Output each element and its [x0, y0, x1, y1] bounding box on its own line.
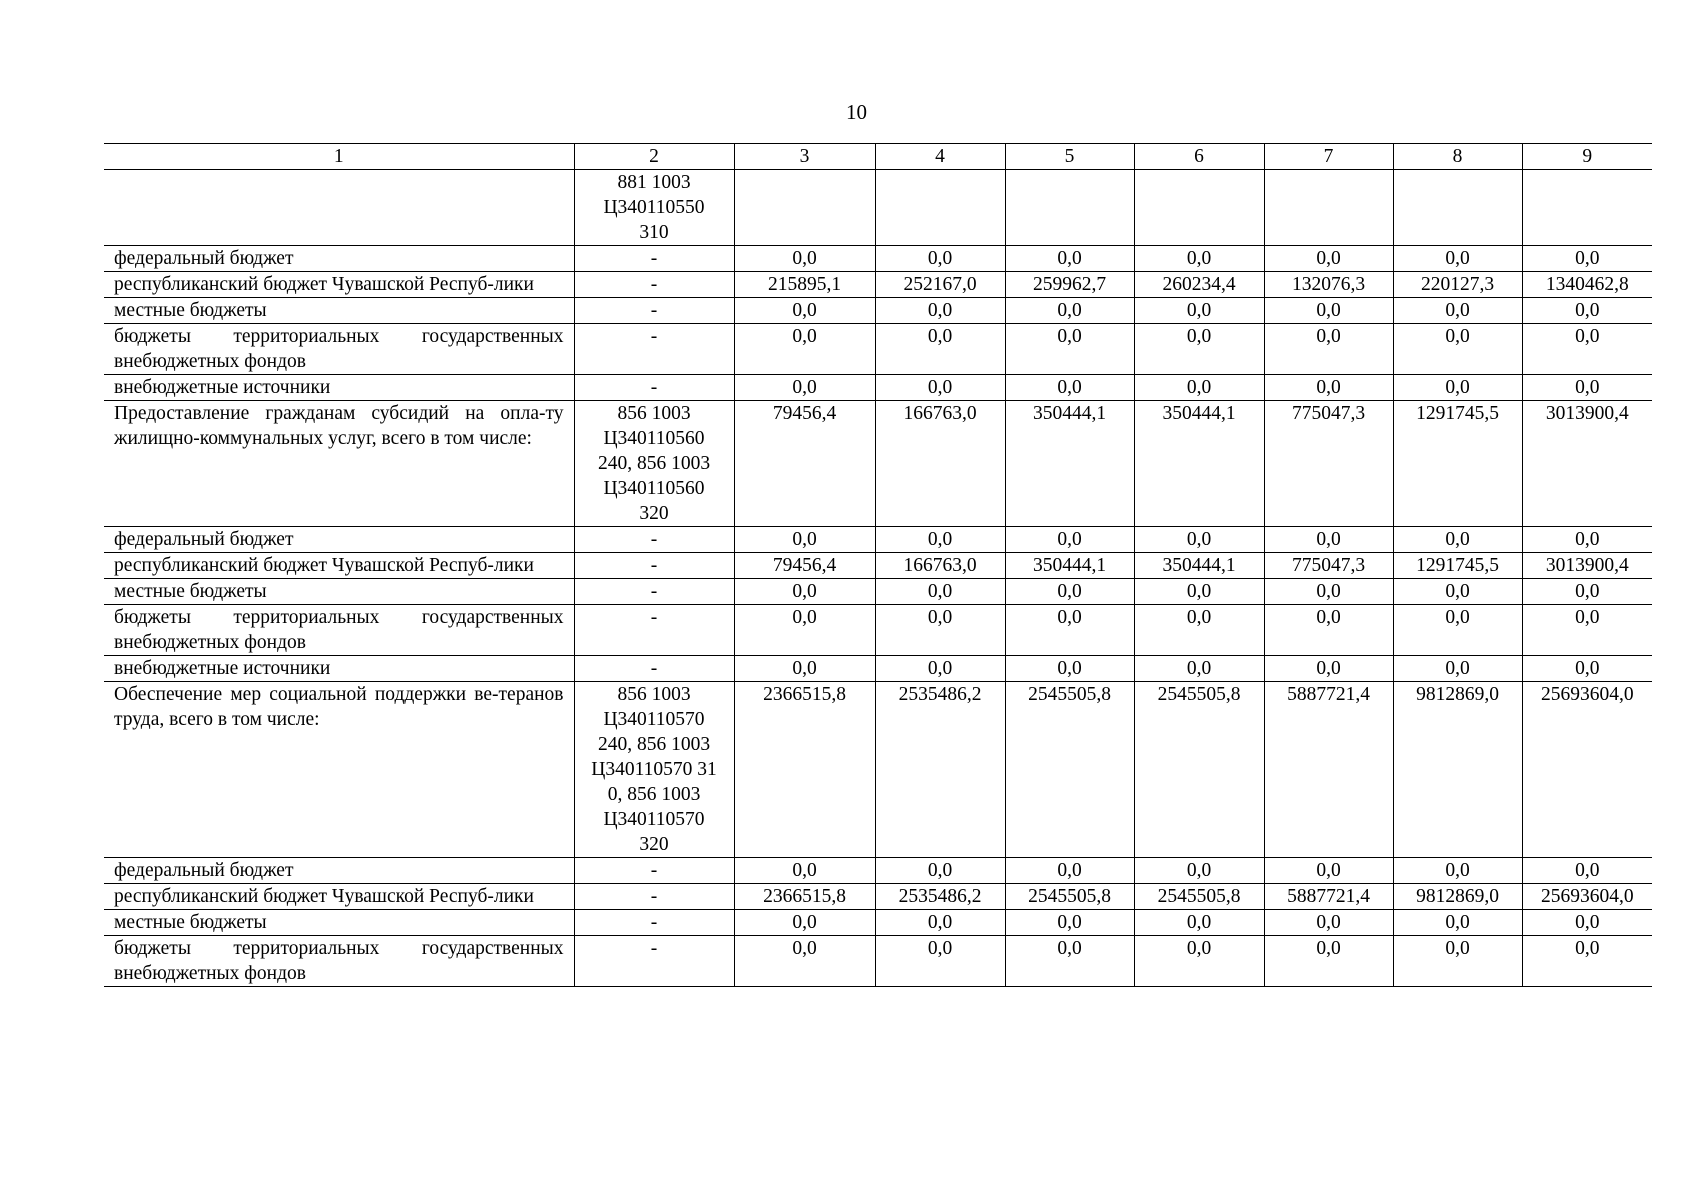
amount-cell: 0,0 [1522, 605, 1652, 656]
amount-cell: 0,0 [1005, 246, 1134, 272]
amount-cell: 0,0 [734, 579, 875, 605]
budget-code-line: 881 1003 [617, 172, 691, 193]
amount-cell: 260234,4 [1134, 272, 1264, 298]
amount-cell: 166763,0 [875, 401, 1005, 527]
amount-cell: 2366515,8 [734, 682, 875, 858]
amount-cell: 0,0 [1393, 298, 1522, 324]
amount-cell: 0,0 [1264, 375, 1393, 401]
row-name-cell: федеральный бюджет [104, 858, 574, 884]
column-header: 3 [734, 144, 875, 170]
amount-cell: 0,0 [1134, 246, 1264, 272]
amount-cell: 0,0 [1134, 910, 1264, 936]
column-header: 9 [1522, 144, 1652, 170]
budget-code-cell [574, 910, 734, 936]
amount-cell [1134, 170, 1264, 246]
table-row [104, 553, 1652, 579]
row-name-cell: Предоставление гражданам субсидий на опла-ту жилищно-коммунальных услуг, всего в том числе: [104, 401, 574, 527]
amount-cell: 259962,7 [1005, 272, 1134, 298]
amount-cell: 0,0 [1522, 375, 1652, 401]
amount-cell: 350444,1 [1005, 553, 1134, 579]
budget-code-line: Ц340110570 [603, 709, 705, 730]
amount-cell: 25693604,0 [1522, 884, 1652, 910]
amount-cell: 0,0 [1393, 579, 1522, 605]
budget-code-line: - [650, 938, 658, 959]
budget-code-line: Ц340110570 [603, 809, 705, 830]
amount-cell: 0,0 [1393, 246, 1522, 272]
amount-cell: 0,0 [734, 298, 875, 324]
amount-cell: 9812869,0 [1393, 682, 1522, 858]
amount-cell: 0,0 [734, 324, 875, 375]
budget-code-line: - [650, 274, 658, 295]
amount-cell: 0,0 [734, 527, 875, 553]
amount-cell: 0,0 [1522, 298, 1652, 324]
table-row [104, 324, 1652, 375]
budget-code-line: - [650, 377, 658, 398]
amount-cell: 0,0 [1393, 324, 1522, 375]
budget-code-line: Ц340110550 [603, 197, 705, 218]
amount-cell: 0,0 [1522, 858, 1652, 884]
amount-cell [1005, 170, 1134, 246]
budget-code-line: Ц340110570 31 [591, 759, 717, 780]
table-row [104, 936, 1652, 987]
table-row [104, 298, 1652, 324]
table-row [104, 579, 1652, 605]
budget-code-line: 310 [639, 222, 669, 243]
budget-code-line: - [650, 607, 658, 628]
amount-cell: 0,0 [1264, 858, 1393, 884]
budget-code-cell [574, 858, 734, 884]
row-name-cell: местные бюджеты [104, 910, 574, 936]
amount-cell: 0,0 [734, 910, 875, 936]
column-header: 7 [1264, 144, 1393, 170]
budget-code-line: 856 1003 [617, 684, 691, 705]
amount-cell: 1291745,5 [1393, 401, 1522, 527]
budget-code-line: 320 [639, 834, 669, 855]
budget-code-cell [574, 682, 734, 858]
budget-code-line: 856 1003 [617, 403, 691, 424]
amount-cell [1522, 170, 1652, 246]
column-number-row [104, 144, 1652, 170]
amount-cell: 0,0 [734, 375, 875, 401]
row-name-cell: местные бюджеты [104, 298, 574, 324]
amount-cell: 0,0 [734, 858, 875, 884]
amount-cell: 0,0 [1264, 936, 1393, 987]
amount-cell: 1340462,8 [1522, 272, 1652, 298]
amount-cell: 1291745,5 [1393, 553, 1522, 579]
budget-code-cell [574, 579, 734, 605]
amount-cell: 2535486,2 [875, 884, 1005, 910]
page-number: 10 [846, 100, 867, 124]
amount-cell: 2535486,2 [875, 682, 1005, 858]
amount-cell: 0,0 [1005, 858, 1134, 884]
table-row [104, 527, 1652, 553]
amount-cell: 0,0 [1522, 246, 1652, 272]
row-name-cell [104, 170, 574, 246]
amount-cell: 0,0 [1393, 605, 1522, 656]
row-name-cell: бюджеты территориальных государственных внебюджетных фондов [104, 605, 574, 656]
row-name-cell: бюджеты территориальных государственных внебюджетных фондов [104, 936, 574, 987]
amount-cell: 0,0 [1134, 527, 1264, 553]
amount-cell: 0,0 [1005, 936, 1134, 987]
amount-cell: 0,0 [1005, 298, 1134, 324]
table-row [104, 884, 1652, 910]
amount-cell: 0,0 [1522, 324, 1652, 375]
amount-cell: 0,0 [1393, 936, 1522, 987]
amount-cell: 0,0 [1005, 605, 1134, 656]
budget-code-line: - [650, 300, 658, 321]
amount-cell: 0,0 [875, 910, 1005, 936]
table-row [104, 682, 1652, 858]
table-row [104, 910, 1652, 936]
row-name-cell: республиканский бюджет Чувашской Респуб-лики [104, 272, 574, 298]
amount-cell: 0,0 [1005, 527, 1134, 553]
table-row [104, 605, 1652, 656]
amount-cell: 0,0 [1264, 246, 1393, 272]
amount-cell: 2545505,8 [1005, 884, 1134, 910]
budget-code-line: 240, 856 1003 [597, 734, 711, 755]
table-row [104, 246, 1652, 272]
amount-cell: 3013900,4 [1522, 401, 1652, 527]
amount-cell: 0,0 [1005, 910, 1134, 936]
amount-cell: 0,0 [1005, 375, 1134, 401]
budget-code-line: - [650, 248, 658, 269]
budget-code-line: 0, 856 1003 [607, 784, 701, 805]
amount-cell: 252167,0 [875, 272, 1005, 298]
amount-cell: 132076,3 [1264, 272, 1393, 298]
row-name-cell: внебюджетные источники [104, 375, 574, 401]
amount-cell: 0,0 [875, 936, 1005, 987]
budget-code-cell [574, 884, 734, 910]
amount-cell: 0,0 [1264, 605, 1393, 656]
amount-cell: 0,0 [1393, 858, 1522, 884]
amount-cell [875, 170, 1005, 246]
amount-cell: 3013900,4 [1522, 553, 1652, 579]
budget-code-cell [574, 375, 734, 401]
column-header: 1 [104, 144, 574, 170]
row-name-cell: местные бюджеты [104, 579, 574, 605]
amount-cell: 0,0 [1393, 527, 1522, 553]
amount-cell: 25693604,0 [1522, 682, 1652, 858]
amount-cell: 2545505,8 [1134, 682, 1264, 858]
row-name-cell: бюджеты территориальных государственных внебюджетных фондов [104, 324, 574, 375]
budget-code-cell [574, 553, 734, 579]
amount-cell: 0,0 [734, 936, 875, 987]
budget-code-cell [574, 605, 734, 656]
amount-cell: 775047,3 [1264, 553, 1393, 579]
amount-cell: 2545505,8 [1005, 682, 1134, 858]
amount-cell: 0,0 [1264, 527, 1393, 553]
budget-code-line: - [650, 912, 658, 933]
amount-cell: 775047,3 [1264, 401, 1393, 527]
table-row [104, 858, 1652, 884]
amount-cell: 5887721,4 [1264, 682, 1393, 858]
amount-cell: 0,0 [1264, 910, 1393, 936]
row-name-cell: федеральный бюджет [104, 527, 574, 553]
amount-cell: 350444,1 [1134, 401, 1264, 527]
amount-cell: 9812869,0 [1393, 884, 1522, 910]
amount-cell: 350444,1 [1134, 553, 1264, 579]
amount-cell: 0,0 [1134, 936, 1264, 987]
budget-code-line: 320 [639, 503, 669, 524]
amount-cell: 0,0 [1005, 579, 1134, 605]
budget-code-line: - [650, 658, 658, 679]
amount-cell: 0,0 [875, 298, 1005, 324]
amount-cell: 0,0 [875, 527, 1005, 553]
amount-cell: 0,0 [875, 605, 1005, 656]
amount-cell: 0,0 [1134, 858, 1264, 884]
amount-cell: 0,0 [1134, 298, 1264, 324]
amount-cell: 0,0 [1264, 324, 1393, 375]
amount-cell: 0,0 [1005, 324, 1134, 375]
amount-cell: 215895,1 [734, 272, 875, 298]
table-row [104, 375, 1652, 401]
budget-code-line: Ц340110560 [603, 428, 705, 449]
row-name-cell: республиканский бюджет Чувашской Респуб-лики [104, 553, 574, 579]
amount-cell: 0,0 [1134, 324, 1264, 375]
budget-code-cell [574, 170, 734, 246]
amount-cell: 220127,3 [1393, 272, 1522, 298]
column-header: 6 [1134, 144, 1264, 170]
table-row [104, 656, 1652, 682]
column-header: 8 [1393, 144, 1522, 170]
amount-cell: 0,0 [875, 375, 1005, 401]
budget-code-line: 240, 856 1003 [597, 453, 711, 474]
column-header: 2 [574, 144, 734, 170]
amount-cell: 166763,0 [875, 553, 1005, 579]
amount-cell: 0,0 [875, 858, 1005, 884]
amount-cell [734, 170, 875, 246]
budget-code-cell [574, 272, 734, 298]
amount-cell: 0,0 [1522, 936, 1652, 987]
budget-code-line: - [650, 860, 658, 881]
budget-code-cell [574, 401, 734, 527]
amount-cell: 0,0 [875, 246, 1005, 272]
column-header: 5 [1005, 144, 1134, 170]
table-body [104, 144, 1652, 987]
budget-code-cell [574, 324, 734, 375]
amount-cell: 0,0 [1264, 298, 1393, 324]
amount-cell: 0,0 [734, 605, 875, 656]
column-header: 4 [875, 144, 1005, 170]
amount-cell: 0,0 [1522, 579, 1652, 605]
amount-cell: 5887721,4 [1264, 884, 1393, 910]
budget-code-cell [574, 656, 734, 682]
amount-cell: 0,0 [734, 246, 875, 272]
amount-cell: 0,0 [1393, 910, 1522, 936]
amount-cell: 0,0 [875, 656, 1005, 682]
row-name-cell: федеральный бюджет [104, 246, 574, 272]
amount-cell: 0,0 [734, 656, 875, 682]
table-row [104, 272, 1652, 298]
budget-code-line: - [650, 555, 658, 576]
table-row [104, 401, 1652, 527]
amount-cell: 0,0 [1522, 656, 1652, 682]
budget-code-cell [574, 936, 734, 987]
amount-cell: 0,0 [1134, 579, 1264, 605]
amount-cell: 350444,1 [1005, 401, 1134, 527]
budget-code-cell [574, 246, 734, 272]
amount-cell: 0,0 [1522, 910, 1652, 936]
budget-code-line: - [650, 326, 658, 347]
amount-cell [1264, 170, 1393, 246]
amount-cell [1393, 170, 1522, 246]
budget-code-line: - [650, 529, 658, 550]
budget-table [104, 143, 1652, 987]
amount-cell: 0,0 [1522, 527, 1652, 553]
amount-cell: 2545505,8 [1134, 884, 1264, 910]
table-row [104, 170, 1652, 246]
amount-cell: 0,0 [875, 579, 1005, 605]
amount-cell: 0,0 [1264, 656, 1393, 682]
amount-cell: 0,0 [1393, 375, 1522, 401]
budget-code-line: Ц340110560 [603, 478, 705, 499]
amount-cell: 0,0 [1134, 656, 1264, 682]
amount-cell: 0,0 [1005, 656, 1134, 682]
amount-cell: 0,0 [875, 324, 1005, 375]
amount-cell: 0,0 [1134, 375, 1264, 401]
budget-code-cell [574, 298, 734, 324]
amount-cell: 79456,4 [734, 401, 875, 527]
amount-cell: 0,0 [1393, 656, 1522, 682]
amount-cell: 79456,4 [734, 553, 875, 579]
amount-cell: 0,0 [1134, 605, 1264, 656]
amount-cell: 2366515,8 [734, 884, 875, 910]
budget-code-cell [574, 527, 734, 553]
row-name-cell: Обеспечение мер социальной поддержки ве-теранов труда, всего в том числе: [104, 682, 574, 858]
budget-code-line: - [650, 581, 658, 602]
row-name-cell: республиканский бюджет Чувашской Респуб-лики [104, 884, 574, 910]
amount-cell: 0,0 [1264, 579, 1393, 605]
budget-code-line: - [650, 886, 658, 907]
row-name-cell: внебюджетные источники [104, 656, 574, 682]
